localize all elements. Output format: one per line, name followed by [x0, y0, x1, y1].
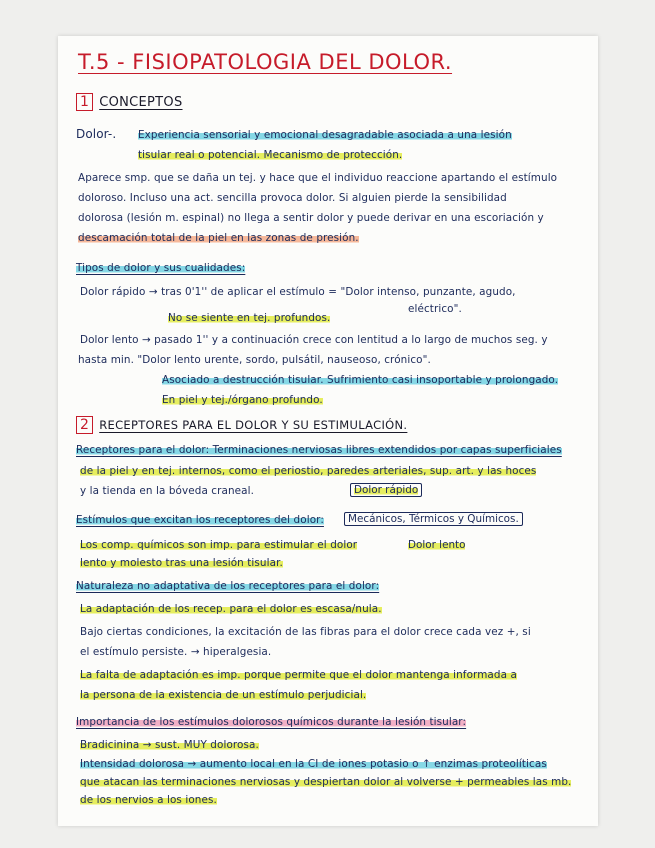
fast-pain-line-3: No se siente en tej. profundos.	[168, 312, 331, 324]
stimuli-line-1: Los comp. químicos son imp. para estimular el dolor	[80, 539, 358, 551]
fast-pain-line-1: Dolor rápido → tras 0'1'' de aplicar el estímulo = "Dolor intenso, punzante, agudo,	[80, 286, 516, 298]
chemical-line-1: Bradicinina → sust. MUY dolorosa.	[80, 739, 259, 751]
fast-pain-label: Dolor rápido	[350, 483, 422, 497]
section-1-number: 1	[76, 93, 93, 111]
stimuli-heading: Estímulos que excitan los receptores del dolor:	[76, 514, 324, 526]
paragraph-line-1: Aparece smp. que se daña un tej. y hace que el individuo reaccione apartando el estímulo	[78, 172, 558, 184]
section-2-label: RECEPTORES PARA EL DOLOR Y SU ESTIMULACIÓN.	[99, 418, 408, 432]
definition-line-2: tisular real o potencial. Mecanismo de protección.	[138, 149, 403, 161]
dolor-heading: Dolor-.	[76, 127, 117, 141]
chemical-line-2: Intensidad dolorosa → aumento local en la CI de iones potasio o ↑ enzimas proteolíticas	[80, 758, 547, 770]
stimuli-line-2: lento y molesto tras una lesión tisular.	[80, 557, 283, 569]
receptors-line-1: Receptores para el dolor: Terminaciones nerviosas libres extendidos por capas superficiales	[76, 444, 562, 456]
slow-pain-label: Dolor lento	[408, 539, 466, 551]
section-2-number: 2	[76, 416, 93, 434]
slow-pain-line-2: hasta min. "Dolor lento urente, sordo, pulsátil, nauseoso, crónico".	[78, 354, 431, 366]
notebook-page	[58, 36, 598, 826]
slow-pain-line-1: Dolor lento → pasado 1'' y a continuación crece con lentitud a lo largo de muchos seg. y	[80, 334, 548, 346]
section-1-heading	[76, 93, 183, 111]
paragraph-line-4: descamación total de la piel en las zonas de presión.	[78, 232, 359, 244]
nonadaptive-line-1: La adaptación de los recep. para el dolor es escasa/nula.	[80, 603, 382, 615]
slow-pain-line-3: Asociado a destrucción tisular. Sufrimiento casi insoportable y prolongado.	[162, 374, 559, 386]
paragraph-line-3: dolorosa (lesión m. espinal) no llega a sentir dolor y puede derivar en una escoriación y	[78, 212, 544, 224]
chemical-heading: Importancia de los estímulos dolorosos químicos durante la lesión tisular:	[76, 716, 467, 728]
paragraph-line-2: doloroso. Incluso una act. sencilla provoca dolor. Si alguien pierde la sensibilidad	[78, 192, 507, 204]
slow-pain-line-4: En piel y tej./órgano profundo.	[162, 394, 323, 406]
section-2-heading	[76, 416, 407, 434]
section-1-label: CONCEPTOS	[99, 95, 183, 110]
chemical-line-3: que atacan las terminaciones nerviosas y despiertan dolor al volverse + permeables las mb.	[80, 776, 572, 788]
chemical-line-4: de los nervios a los iones.	[80, 794, 217, 806]
nonadaptive-heading: Naturaleza no adaptativa de los receptores para el dolor:	[76, 580, 380, 592]
receptors-line-2: de la piel y en tej. internos, como el periostio, paredes arteriales, sup. art. y las hoces	[80, 465, 537, 477]
nonadaptive-line-3: el estímulo persiste. → hiperalgesia.	[80, 646, 272, 658]
nonadaptive-line-4: La falta de adaptación es imp. porque permite que el dolor mantenga informada a	[80, 669, 517, 681]
definition-line-1: Experiencia sensorial y emocional desagradable asociada a una lesión	[138, 129, 512, 141]
subheading-tipos: Tipos de dolor y sus cualidades:	[76, 262, 246, 274]
page-title: T.5 - FISIOPATOLOGIA DEL DOLOR.	[78, 50, 453, 74]
receptors-line-3: y la tienda en la bóveda craneal.	[80, 485, 254, 497]
stimuli-types: Mecánicos, Térmicos y Químicos.	[344, 512, 523, 526]
nonadaptive-line-2: Bajo ciertas condiciones, la excitación de las fibras para el dolor crece cada vez +, si	[80, 626, 531, 638]
fast-pain-line-2: eléctrico".	[408, 303, 462, 315]
nonadaptive-line-5: la persona de la existencia de un estímulo perjudicial.	[80, 689, 367, 701]
